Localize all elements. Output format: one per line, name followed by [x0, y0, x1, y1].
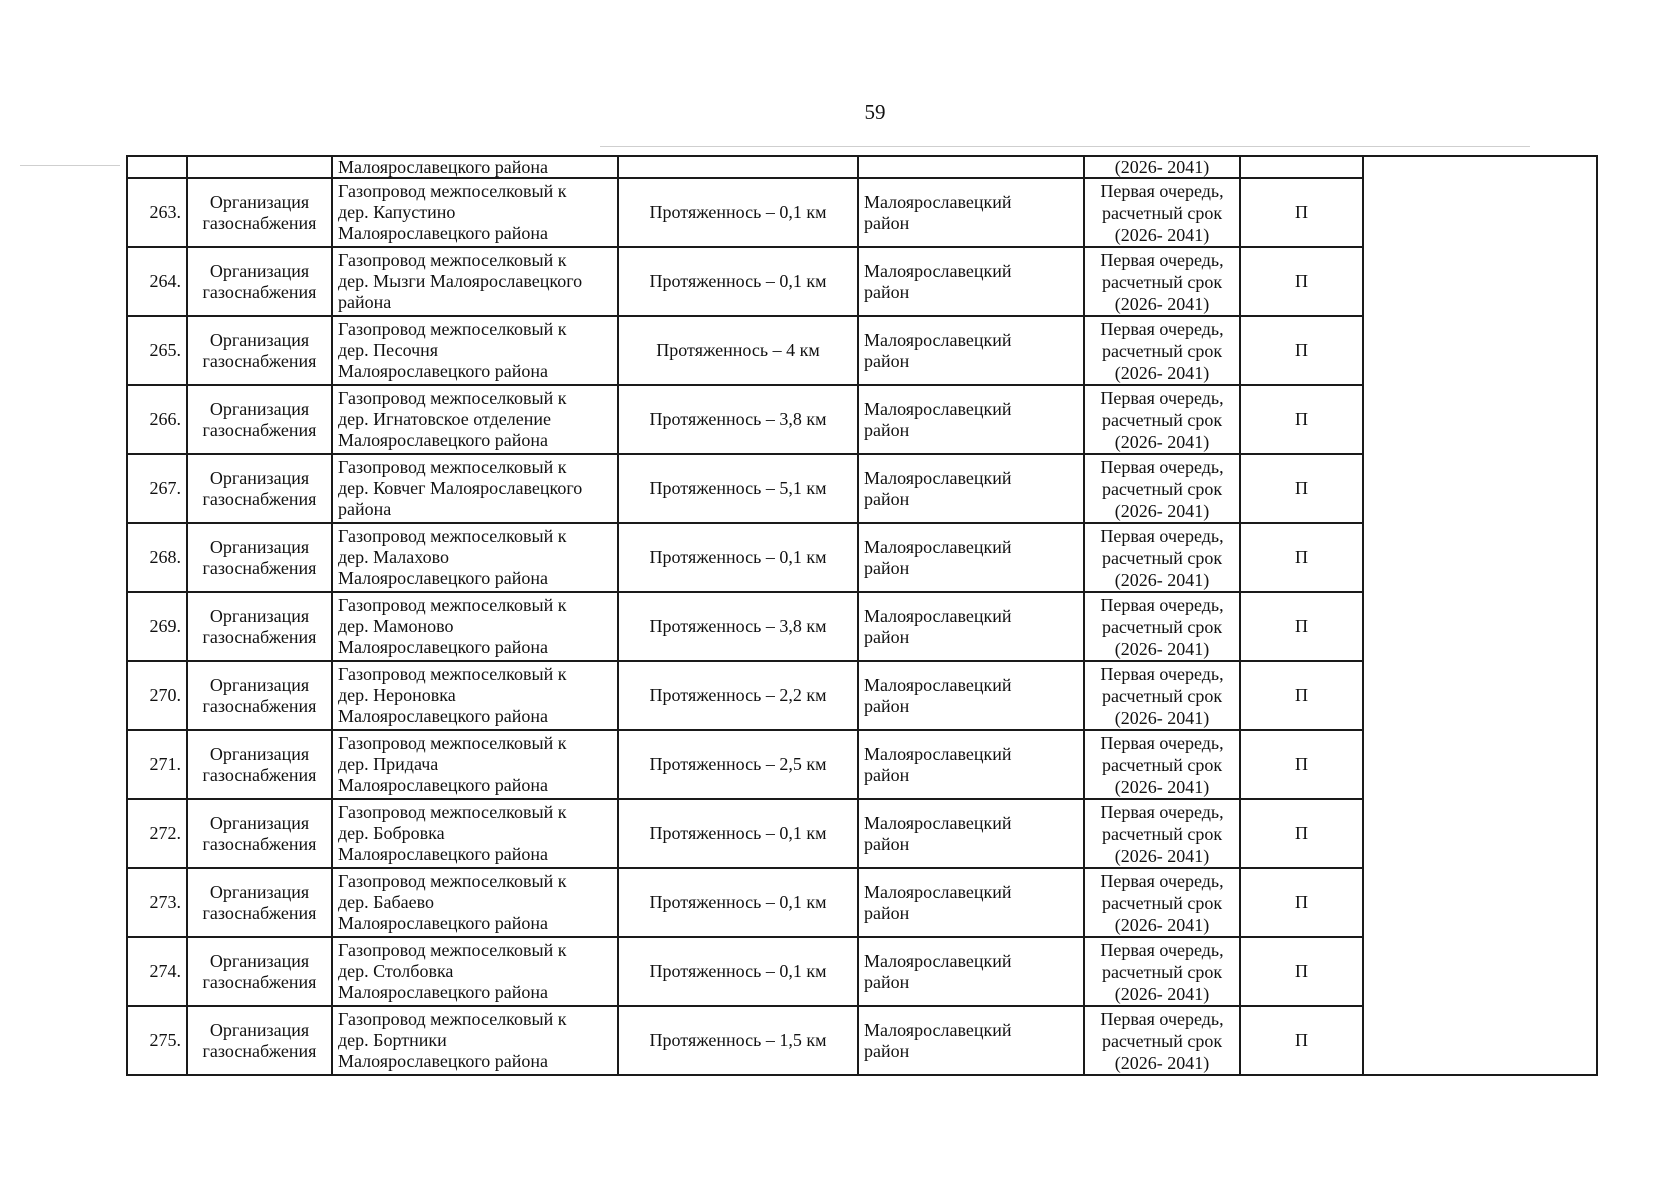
cell-parameter: [618, 178, 858, 247]
cell-organization-text: газоснабжения: [202, 833, 317, 854]
cell-period: [1084, 523, 1240, 592]
cell-location-text: Малоярославецкий: [864, 536, 1012, 557]
cell-object-name-text: Газопровод межпоселковый к: [338, 181, 567, 201]
continuation-row: [127, 156, 1597, 178]
cell-location-text: Малоярославецкий: [864, 191, 1012, 212]
cell-organization: [187, 454, 332, 523]
cell-object-name: Малоярославецкого района: [332, 156, 618, 178]
cell-number: [127, 661, 187, 730]
table-body: [127, 156, 1597, 1075]
cell-period-text: (2026- 2041): [1114, 776, 1210, 797]
cell-number-text: 271.: [149, 754, 181, 774]
cell-type: [1240, 799, 1363, 868]
cell-number: [127, 156, 187, 178]
cell-object-name-text: Газопровод межпоселковый к: [338, 733, 567, 753]
cell-period-text: Первая очередь,: [1100, 870, 1224, 891]
cell-number: [127, 1006, 187, 1075]
cell-organization-text: газоснабжения: [202, 764, 317, 785]
cell-type: [1240, 523, 1363, 592]
cell-organization-text: Организация: [209, 674, 310, 695]
cell-number: [127, 868, 187, 937]
cell-object-name-text: дер. Бабаево: [338, 892, 434, 912]
cell-type: [1240, 156, 1363, 178]
cell-number: [127, 178, 187, 247]
cell-period-text: Первая очередь,: [1100, 456, 1224, 477]
cell-period-text: расчетный срок: [1101, 547, 1223, 568]
cell-period-text: расчетный срок: [1101, 892, 1223, 913]
cell-object-name-text: дер. Столбовка: [338, 961, 454, 981]
cell-period: (2026- 2041): [1084, 156, 1240, 178]
cell-period: [1084, 592, 1240, 661]
cell-number-text: 269.: [149, 616, 181, 636]
cell-period-text: расчетный срок: [1101, 478, 1223, 499]
cell-location-text: Малоярославецкий: [864, 881, 1012, 902]
cell-location: [858, 937, 1084, 1006]
cell-location: [858, 316, 1084, 385]
cell-organization-text: Организация: [209, 191, 310, 212]
cell-organization: [187, 316, 332, 385]
cell-number: [127, 592, 187, 661]
cell-object-name: [332, 247, 618, 316]
cell-organization-text: Организация: [209, 881, 310, 902]
cell-period-text: (2026- 2041): [1114, 362, 1210, 383]
cell-period-text: Первая очередь,: [1100, 525, 1224, 546]
cell-organization: [187, 247, 332, 316]
cell-location: [858, 592, 1084, 661]
cell-object-name: [332, 178, 618, 247]
cell-location-text: Малоярославецкий: [864, 329, 1012, 350]
cell-object-name: [332, 868, 618, 937]
cell-type-text: П: [1295, 754, 1308, 774]
cell-period-text: расчетный срок: [1101, 685, 1223, 706]
cell-parameter: [618, 385, 858, 454]
cell-period: [1084, 868, 1240, 937]
cell-location: [858, 1006, 1084, 1075]
cell-organization: [187, 937, 332, 1006]
cell-parameter: [618, 1006, 858, 1075]
cell-period: [1084, 799, 1240, 868]
cell-object-name-text: Газопровод межпоселковый к: [338, 802, 567, 822]
cell-organization: [187, 523, 332, 592]
cell-location-text: район: [864, 350, 910, 371]
cell-object-name-text: дер. Мамоново: [338, 616, 454, 636]
cell-type: [1240, 592, 1363, 661]
cell-number: [127, 385, 187, 454]
scan-artifact-line: [600, 146, 1530, 147]
cell-period-text: Первая очередь,: [1100, 249, 1224, 270]
cell-object-name-text: Малоярославецкого района: [338, 637, 549, 657]
cell-object-name-text: Малоярославецкого района: [338, 223, 549, 243]
cell-parameter-text: Протяженнось – 2,5 км: [649, 754, 827, 774]
cell-organization: [187, 156, 332, 178]
cell-type: [1240, 868, 1363, 937]
cell-location-text: район: [864, 833, 910, 854]
cell-object-name-text: дер. Придача: [338, 754, 439, 774]
cell-type: [1240, 178, 1363, 247]
cell-parameter: [618, 316, 858, 385]
cell-organization: [187, 730, 332, 799]
cell-object-name-text: Газопровод межпоселковый к: [338, 250, 567, 270]
cell-organization: [187, 1006, 332, 1075]
cell-object-name-text: Газопровод межпоселковый к: [338, 388, 567, 408]
cell-object-name-text: Газопровод межпоселковый к: [338, 871, 567, 891]
cell-period-text: Первая очередь,: [1100, 180, 1224, 201]
cell-location: [858, 156, 1084, 178]
cell-period: [1084, 937, 1240, 1006]
cell-type: [1240, 385, 1363, 454]
cell-period-text: Первая очередь,: [1100, 1008, 1224, 1029]
cell-object-name-text: района: [338, 499, 392, 519]
scan-artifact-line: [20, 165, 120, 166]
cell-number-text: 274.: [149, 961, 181, 981]
cell-object-name-text: Малоярославецкого района: [338, 430, 549, 450]
cell-object-name: [332, 454, 618, 523]
cell-location: [858, 661, 1084, 730]
cell-period-text: (2026- 2041): [1114, 431, 1210, 452]
cell-location-text: район: [864, 557, 910, 578]
cell-period-text: Первая очередь,: [1100, 939, 1224, 960]
cell-period-text: (2026- 2041): [1114, 983, 1210, 1004]
cell-organization-text: Организация: [209, 260, 310, 281]
cell-parameter-text: Протяженнось – 1,5 км: [649, 1030, 827, 1050]
cell-parameter: [618, 454, 858, 523]
cell-location-text: район: [864, 971, 910, 992]
cell-organization: [187, 178, 332, 247]
cell-object-name: [332, 799, 618, 868]
cell-number-text: 263.: [149, 202, 181, 222]
cell-location-text: Малоярославецкий: [864, 398, 1012, 419]
cell-period-text: (2026- 2041): [1114, 845, 1210, 866]
cell-number: [127, 316, 187, 385]
cell-type: [1240, 454, 1363, 523]
cell-organization-text: Организация: [209, 743, 310, 764]
cell-location-text: район: [864, 1040, 910, 1061]
cell-period-text: расчетный срок: [1101, 823, 1223, 844]
cell-object-name-text: Газопровод межпоселковый к: [338, 1009, 567, 1029]
cell-period-text: Первая очередь,: [1100, 663, 1224, 684]
cell-parameter: [618, 523, 858, 592]
cell-parameter-text: Протяженнось – 2,2 км: [649, 685, 827, 705]
cell-location-text: Малоярославецкий: [864, 743, 1012, 764]
cell-number: [127, 799, 187, 868]
cell-type-text: П: [1295, 961, 1308, 981]
cell-organization: [187, 592, 332, 661]
cell-parameter-text: Протяженнось – 0,1 км: [649, 202, 827, 222]
cell-parameter-text: Протяженнось – 5,1 км: [649, 478, 827, 498]
cell-organization-text: газоснабжения: [202, 971, 317, 992]
cell-period: [1084, 454, 1240, 523]
cell-organization: [187, 661, 332, 730]
cell-number-text: 270.: [149, 685, 181, 705]
cell-location-text: Малоярославецкий: [864, 812, 1012, 833]
cell-organization-text: газоснабжения: [202, 626, 317, 647]
cell-period-text: Первая очередь,: [1100, 594, 1224, 615]
cell-parameter: [618, 799, 858, 868]
cell-parameter: [618, 592, 858, 661]
cell-number: [127, 523, 187, 592]
cell-object-name-text: дер. Капустино: [338, 202, 456, 222]
cell-number-text: 267.: [149, 478, 181, 498]
cell-location-text: Малоярославецкий: [864, 674, 1012, 695]
cell-object-name-text: Газопровод межпоселковый к: [338, 940, 567, 960]
cell-parameter-text: Протяженнось – 0,1 км: [649, 823, 827, 843]
cell-object-name-text: дер. Мызги Малоярославецкого: [338, 271, 583, 291]
cell-type-text: П: [1295, 202, 1308, 222]
cell-organization-text: газоснабжения: [202, 281, 317, 302]
cell-location-text: район: [864, 419, 910, 440]
cell-period-text: (2026- 2041): [1114, 1052, 1210, 1073]
cell-number: [127, 937, 187, 1006]
cell-period-text: (2026- 2041): [1114, 707, 1210, 728]
cell-organization-text: Организация: [209, 1019, 310, 1040]
cell-type-text: П: [1295, 478, 1308, 498]
cell-location: [858, 454, 1084, 523]
cell-type: [1240, 661, 1363, 730]
cell-period-text: (2026- 2041): [1114, 500, 1210, 521]
cell-type-text: П: [1295, 271, 1308, 291]
cell-period: [1084, 178, 1240, 247]
cell-object-name: [332, 385, 618, 454]
cell-parameter: [618, 661, 858, 730]
cell-number-text: 265.: [149, 340, 181, 360]
cell-number-text: 272.: [149, 823, 181, 843]
cell-period-text: Первая очередь,: [1100, 801, 1224, 822]
cell-period-text: (2026- 2041): [1114, 638, 1210, 659]
cell-period-text: (2026- 2041): [1114, 224, 1210, 245]
cell-period-text: расчетный срок: [1101, 754, 1223, 775]
cell-location-text: район: [864, 764, 910, 785]
cell-type: [1240, 730, 1363, 799]
cell-object-name-text: Малоярославецкого района: [338, 844, 549, 864]
cell-object-name-text: Малоярославецкого района: [338, 568, 549, 588]
cell-period-text: Первая очередь,: [1100, 732, 1224, 753]
cell-location-text: район: [864, 626, 910, 647]
cell-number-text: 268.: [149, 547, 181, 567]
cell-object-name-text: дер. Нероновка: [338, 685, 456, 705]
cell-organization: [187, 868, 332, 937]
cell-type-text: П: [1295, 823, 1308, 843]
cell-object-name-text: Малоярославецкого района: [338, 706, 549, 726]
cell-organization-text: Организация: [209, 605, 310, 626]
cell-object-name-text: Малоярославецкого района: [338, 913, 549, 933]
cell-object-name: [332, 1006, 618, 1075]
cell-period: [1084, 661, 1240, 730]
cell-location: [858, 730, 1084, 799]
cell-number: [127, 247, 187, 316]
cell-period-text: расчетный срок: [1101, 340, 1223, 361]
cell-object-name-text: дер. Бобровка: [338, 823, 445, 843]
cell-object-name-text: дер. Песочня: [338, 340, 439, 360]
cell-period: [1084, 1006, 1240, 1075]
cell-period-text: (2026- 2041): [1114, 569, 1210, 590]
cell-number-text: 273.: [149, 892, 181, 912]
cell-parameter-text: Протяженнось – 0,1 км: [649, 271, 827, 291]
cell-number-text: 275.: [149, 1030, 181, 1050]
cell-period-text: расчетный срок: [1101, 616, 1223, 637]
cell-type-text: П: [1295, 616, 1308, 636]
cell-organization-text: газоснабжения: [202, 212, 317, 233]
cell-object-name-text: Малоярославецкого района: [338, 775, 549, 795]
cell-organization-text: газоснабжения: [202, 350, 317, 371]
cell-organization-text: газоснабжения: [202, 902, 317, 923]
cell-period-text: расчетный срок: [1101, 1030, 1223, 1051]
cell-organization-text: газоснабжения: [202, 695, 317, 716]
cell-location-text: район: [864, 902, 910, 923]
cell-parameter-text: Протяженнось – 0,1 км: [649, 961, 827, 981]
cell-object-name-text: Газопровод межпоселковый к: [338, 457, 567, 477]
cell-object-name-text: Малоярославецкого района: [338, 1051, 549, 1071]
cell-organization-text: Организация: [209, 536, 310, 557]
cell-object-name: [332, 937, 618, 1006]
cell-location: [858, 868, 1084, 937]
cell-location-text: район: [864, 488, 910, 509]
cell-type-text: П: [1295, 685, 1308, 705]
cell-parameter: [618, 937, 858, 1006]
cell-object-name-text: Малоярославецкого района: [338, 361, 549, 381]
cell-object-name-text: Малоярославецкого района: [338, 982, 549, 1002]
cell-parameter-text: Протяженнось – 0,1 км: [649, 892, 827, 912]
cell-period: [1084, 385, 1240, 454]
cell-type-text: П: [1295, 547, 1308, 567]
cell-organization-text: газоснабжения: [202, 419, 317, 440]
cell-location-text: район: [864, 212, 910, 233]
cell-type: [1240, 937, 1363, 1006]
cell-object-name: [332, 592, 618, 661]
cell-object-name: [332, 730, 618, 799]
cell-type: [1240, 316, 1363, 385]
cell-object-name-text: Газопровод межпоселковый к: [338, 595, 567, 615]
cell-parameter-text: Протяженнось – 0,1 км: [649, 547, 827, 567]
cell-organization-text: газоснабжения: [202, 557, 317, 578]
cell-period: [1084, 247, 1240, 316]
cell-parameter: [618, 156, 858, 178]
cell-type-text: П: [1295, 892, 1308, 912]
cell-period-text: расчетный срок: [1101, 202, 1223, 223]
cell-parameter-text: Протяженнось – 3,8 км: [649, 409, 827, 429]
cell-location-text: район: [864, 281, 910, 302]
cell-object-name: [332, 316, 618, 385]
cell-location-text: Малоярославецкий: [864, 260, 1012, 281]
cell-object-name-text: дер. Игнатовское отделение: [338, 409, 552, 429]
cell-organization-text: Организация: [209, 398, 310, 419]
cell-type-text: П: [1295, 409, 1308, 429]
cell-organization: [187, 385, 332, 454]
cell-parameter: [618, 868, 858, 937]
cell-parameter: [618, 730, 858, 799]
cell-period-text: (2026- 2041): [1114, 914, 1210, 935]
cell-object-name-text: Газопровод межпоселковый к: [338, 526, 567, 546]
cell-location-text: Малоярославецкий: [864, 467, 1012, 488]
cell-location-text: район: [864, 695, 910, 716]
cell-number-text: 264.: [149, 271, 181, 291]
cell-period-text: расчетный срок: [1101, 961, 1223, 982]
cell-location: [858, 523, 1084, 592]
cell-period-text: расчетный срок: [1101, 409, 1223, 430]
cell-period-text: Первая очередь,: [1100, 318, 1224, 339]
cell-parameter-text: Протяженнось – 3,8 км: [649, 616, 827, 636]
cell-type-text: П: [1295, 340, 1308, 360]
cell-type: [1240, 1006, 1363, 1075]
cell-location-text: Малоярославецкий: [864, 1019, 1012, 1040]
cell-number-text: 266.: [149, 409, 181, 429]
cell-organization: [187, 799, 332, 868]
cell-organization-text: Организация: [209, 467, 310, 488]
cell-location-text: Малоярославецкий: [864, 605, 1012, 626]
cell-parameter-text: Протяженнось – 4 км: [656, 340, 820, 360]
cell-object-name: [332, 661, 618, 730]
cell-period-text: (2026- 2041): [1114, 293, 1210, 314]
cell-object-name-text: дер. Малахово: [338, 547, 449, 567]
cell-organization-text: газоснабжения: [202, 488, 317, 509]
cell-number: [127, 454, 187, 523]
cell-location-text: Малоярославецкий: [864, 950, 1012, 971]
cell-object-name-text: Газопровод межпоселковый к: [338, 664, 567, 684]
cell-period-text: расчетный срок: [1101, 271, 1223, 292]
cell-location: [858, 799, 1084, 868]
cell-object-name: [332, 523, 618, 592]
cell-object-name-text: района: [338, 292, 392, 312]
cell-extra: [1363, 156, 1597, 1075]
cell-type-text: П: [1295, 1030, 1308, 1050]
cell-number: [127, 730, 187, 799]
cell-period: [1084, 730, 1240, 799]
cell-period: [1084, 316, 1240, 385]
cell-period-text: Первая очередь,: [1100, 387, 1224, 408]
page-number: 59: [864, 100, 886, 124]
cell-parameter: [618, 247, 858, 316]
cell-location: [858, 247, 1084, 316]
cell-location: [858, 385, 1084, 454]
cell-object-name-text: дер. Ковчег Малоярославецкого: [338, 478, 583, 498]
cell-organization-text: Организация: [209, 329, 310, 350]
cell-organization-text: Организация: [209, 950, 310, 971]
cell-object-name-text: дер. Бортники: [338, 1030, 447, 1050]
cell-organization-text: газоснабжения: [202, 1040, 317, 1061]
cell-object-name-text: Газопровод межпоселковый к: [338, 319, 567, 339]
cell-organization-text: Организация: [209, 812, 310, 833]
cell-type: [1240, 247, 1363, 316]
document-table: [126, 155, 1598, 1076]
cell-location: [858, 178, 1084, 247]
